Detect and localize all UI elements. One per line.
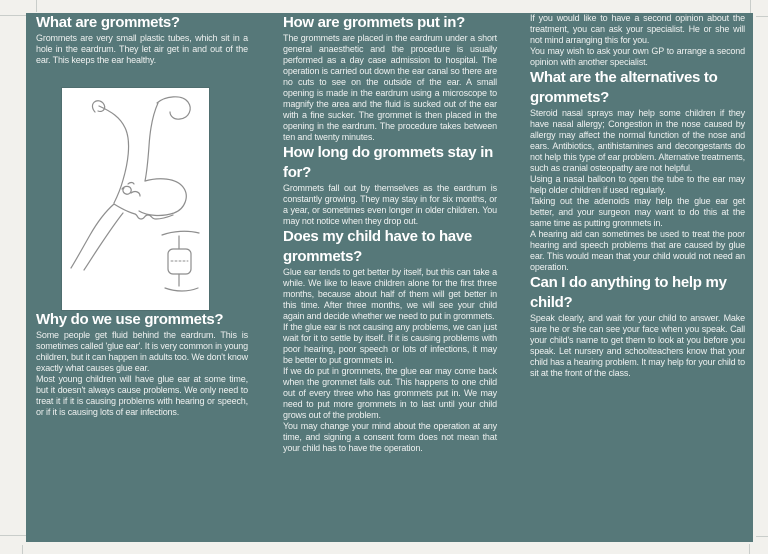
paragraph-glue-ear-return: If we do put in grommets, the glue ear may come back when the grommet falls out. This happens to one child out of every three who has grommets put in. We may need to put more grommets in to last until your child grows out of the problem.: [283, 366, 497, 420]
paragraph-adenoids: Taking out the adenoids may help the glue ear get better, and your surgeon may want to do this at the same time as putting grommets in.: [530, 196, 745, 228]
crop-mark-bottom-right-h: [756, 536, 768, 537]
heading-why-use-grommets: Why do we use grommets?: [36, 311, 224, 328]
crop-mark-bottom-left-v: [22, 545, 23, 554]
crop-mark-top-right-h: [756, 16, 768, 17]
column-left: [36, 13, 248, 542]
paragraph-fall-out: Grommets fall out by themselves as the eardrum is constantly growing. They may stay in for six months, or a year, or sometimes even longer in older children. You may not notice when they drop out.: [283, 183, 497, 226]
paragraph-hearing-aid: A hearing aid can sometimes be used to treat the poor hearing and speech problems that are caused by glue ear. This would mean that your child would not need an operation.: [530, 229, 745, 272]
paragraph-wait-or-treat: If the glue ear is not causing any problems, we can just wait for it to settle by itself. If it is causing problems with poor hearing, poor speech or lots of infections, it may be better to put grommets in.: [283, 322, 497, 365]
column-right: [530, 13, 745, 542]
heading-what-are-grommets: What are grommets?: [36, 14, 180, 31]
crop-mark-bottom-left-h: [0, 535, 29, 536]
column-middle: [283, 13, 497, 542]
paragraph-second-opinion: If you would like to have a second opinion about the treatment, you can ask your specialist. He or she will not mind arranging this for you.: [530, 13, 745, 45]
crop-mark-top-right-v: [750, 0, 751, 13]
paragraph-procedure: The grommets are placed in the eardrum under a short general anaesthetic and the procedure is usually performed as a day case admission to hospital. The operation is carried out down the ear canal so there are no cuts to see on the outside of the ear. A small opening is made in the eardrum using a microscope to magnify the area and the fluid is sucked out of the ear with a fine sucker. The grommet is then placed in the opening in the eardrum. The procedure takes between ten and twenty minutes.: [283, 33, 497, 142]
ear-diagram: [62, 88, 209, 310]
paragraph-speak-clearly: Speak clearly, and wait for your child to answer. Make sure he or she can see your face when you speak. Call your child's name to get them to look at you before you speak. Let nursery and schoolteachers know that your child has a hearing problem. It may help for your child to sit at the front of the class.: [530, 313, 745, 378]
paragraph-ask-gp: You may wish to ask your own GP to arrange a second opinion with another specialist.: [530, 46, 745, 67]
paragraph-change-mind: You may change your mind about the operation at any time, and signing a consent form does not mean that your child has to have the operation.: [283, 421, 497, 453]
paragraph-treat-when: Most young children will have glue ear at some time, but it doesn't always cause problems. We only need to treat it if it is causing problems with hearing or speech, or if it is causing lots of ear infections.: [36, 374, 248, 417]
paragraph-nasal-balloon: Using a nasal balloon to open the tube to the ear may help older children if used regularly.: [530, 174, 745, 195]
heading-how-long-stay-in: How long do grommets stay in for?: [283, 144, 493, 181]
heading-have-to-have: Does my child have to have grommets?: [283, 228, 472, 265]
heading-how-put-in: How are grommets put in?: [283, 14, 465, 31]
crop-mark-bottom-right-v: [749, 544, 750, 554]
crop-mark-top-left-v: [36, 0, 37, 12]
heading-help-my-child: Can I do anything to help my child?: [530, 274, 727, 311]
paragraph-nasal-sprays: Steroid nasal sprays may help some children if they have nasal allergy; Congestion in the nose caused by allergy may affect the normal function of the nose and ears. Antibiotics, antihistamines and decongestants do not help this type of ear problem. Alternative treatments, such as cranial osteopathy are not helpful.: [530, 108, 745, 173]
leaflet-panel: [26, 13, 753, 542]
paragraph-grommets-definition: Grommets are very small plastic tubes, which sit in a hole in the eardrum. They let air get in and out of the ear. This keeps the ear healthy.: [36, 33, 248, 65]
paragraph-glue-ear: Some people get fluid behind the eardrum. This is sometimes called 'glue ear'. It is very common in young children, but it can happen in adults too. We don't know exactly what causes glue ear.: [36, 330, 248, 373]
paragraph-wait-three-months: Glue ear tends to get better by itself, but this can take a while. We like to leave children alone for the first three months, because about half of them will get better in this time. After three months, we will see your child again and decide whether we need to put in grommets.: [283, 267, 497, 321]
heading-alternatives: What are the alternatives to grommets?: [530, 69, 718, 106]
ear-diagram-figure: [62, 88, 209, 310]
